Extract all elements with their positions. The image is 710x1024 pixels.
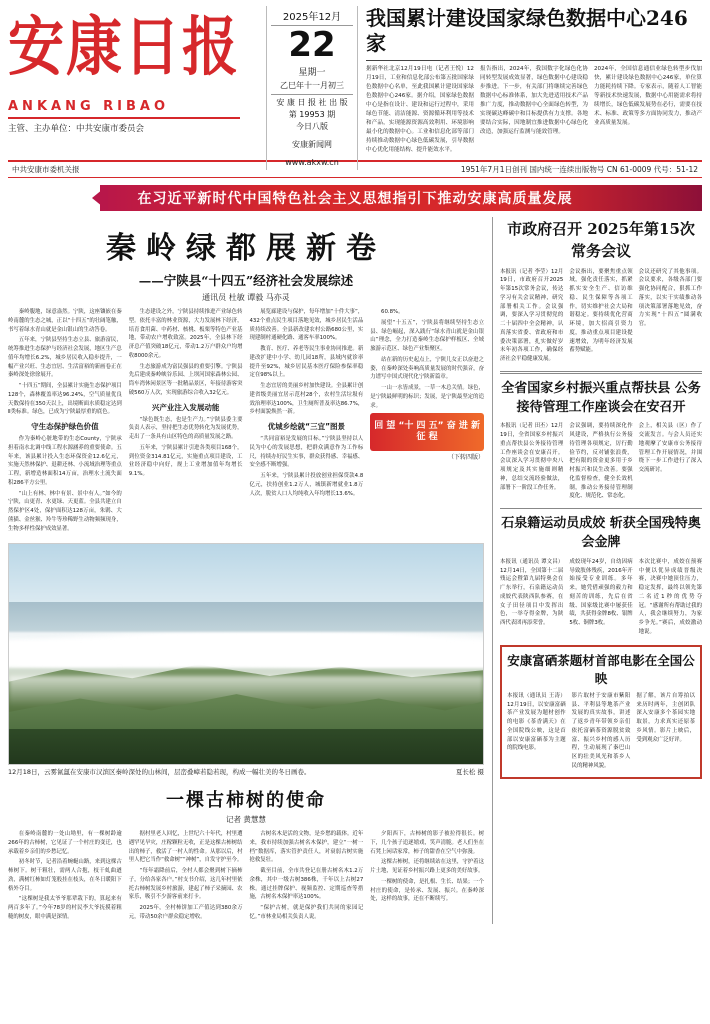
paragraph: 生态旅游成为富民强县的重要引擎。宁陕县先后建成秦岭峡谷乐园、上坝河国家森林公园、筒车湾休闲景区等一批精品景区，年接待游客突破560万人次，实现旅游综合收入32亿元。 (128, 363, 243, 396)
website-name: 安康新闻网 (292, 139, 332, 149)
date-day: 22 (288, 25, 336, 65)
story2-col-3 (250, 830, 364, 924)
story2-col-1 (8, 830, 122, 924)
paragraph: 在秦岭南麓的一处山坳里，有一棵树龄逾266年的古柿树，它见证了一个村庄的变迁，也承载着乡亲们的乡愁记忆。 (8, 831, 122, 855)
paragraph: “共同富裕是发展的目标。”宁陕县坚持以人民为中心的发展思想，把群众满意作为工作标尺，持续办好民生实事，群众获得感、幸福感、安全感不断增强。 (249, 436, 364, 469)
date-lunar: 乙巳年十一月初三 (280, 80, 344, 90)
banner-text: 在习近平新时代中国特色社会主义思想指引下推动安康高质量发展 (137, 191, 573, 207)
photo-foreground (9, 729, 483, 764)
theme-banner (8, 185, 702, 211)
right-story-3-columns (500, 558, 702, 637)
paragraph: 一山一水皆成景，一草一木总关情。绿色，是宁陕最鲜明的标识；发展，是宁陕最坚定的追求。 (370, 385, 484, 409)
paragraph: 五年来，宁陕县累计引进各类项目168个，到位资金314.81亿元，实施重点项目建设，工业经济稳中向好，规上工业增加值年均增长9.1%。 (128, 444, 243, 478)
top-headline: 我国累计建设国家绿色数据中心246家 (366, 6, 702, 61)
top-news (358, 6, 702, 155)
right-column (492, 217, 702, 924)
paragraph: 据村里老人回忆，上世纪六十年代，村里遭遇罕见旱灾，庄稼颗粒无收，正是这棵古柿树结出的柿子，救活了一村人的性命。从那以后，村里人把它当作“救命树”“神树”，自发守护至今。 (128, 831, 243, 864)
lead-col-2 (129, 308, 243, 535)
series-stamp: 回 望 “十 四 五” 奋 进 新 征 程 (370, 413, 484, 451)
section-subtitle: 守生态保护绿色价值 (31, 422, 99, 431)
imprint-left: 中共安康市委机关报 (12, 165, 80, 174)
divider (500, 508, 702, 509)
right-story-2-headline: 全省国家乡村振兴重点帮扶县 公务接待管理工作座谈会在安召开 (501, 380, 701, 415)
paragraph: 生态建设之外，宁陕县持续推进产业绿色转型。依托丰富的林业资源，大力发展林下经济，培育食用菌、中药材、核桃、板栗等特色产业基地，带动农户增收致富。2025年，全县林下经济总产值突破18亿元，带动1.2万户群众户均增收8000余元。 (128, 309, 243, 359)
masthead (8, 6, 702, 168)
right-story-2-col-1: 本报讯（记者 田丕）12月19日，全省国家乡村振兴重点帮扶县公务接待管理工作座谈会在安康召开。会议深入学习贯彻中央八项规定及其实施细则精神，总结交流经验做法，部署下一阶段工作任务。 (500, 423, 564, 491)
top-news-col-3: 2024年，全国信息通信业绿色转型步伐加快，累计建设绿色数据中心246家，单位算力能耗持续下降。专家表示，随着人工智能等新技术快速发展，数据中心用能需求将持续增长，绿色低碳发展势在必行，需要在技术、标准、政策等多方面协同发力，推动产业高质量发展。 (594, 66, 702, 127)
date-weekday: 星期一 (298, 67, 326, 78)
lead-col-4 (370, 308, 484, 535)
right-story-2-col-2: 会议强调，要持续深化作风建设，严格执行公务接待管理各项规定，厉行勤俭节约，反对铺张浪费，把有限的资金更多用于乡村振兴和民生改善。要强化监督检查，健全长效机制，推动公务接待管理制度化、规范化、常态化。 (569, 423, 633, 500)
lead-headline: 秦岭绿都展新卷 (106, 231, 386, 266)
paragraph: 截至目前，全市共登记在册古树名木1.2万余株，其中一级古树386株，千年以上古树27株。通过挂牌保护、视频监控、定期巡查等措施，古树名木保护率达100%。 (249, 868, 364, 901)
logo-divider (8, 117, 240, 119)
paragraph: 2025年，全村柿饼加工产值达到380余万元，带动50余户群众稳定增收。 (128, 905, 243, 920)
right-story-2-col-3: 会上，相关县（区）作了交流发言。与会人员还实地观摩了安康市公务接待管理工作开展情况，并围绕下一步工作进行了深入交流研讨。 (638, 423, 702, 474)
right-story-1-col-2: 会议指出，要聚焦重点领域，强化责任落实，抓紧抓实安全生产、信访维稳、民生保障等各项工作，切实维护社会大局和谐稳定。要持续优化营商环境，加大招商引资力度，推动重点项目建设提速增效，为明年经济发展蓄势赋能。 (569, 268, 633, 354)
publisher: 安 康 日 报 社 出 版 (271, 94, 353, 109)
story2-byline: 记者 黄慧慧 (226, 815, 266, 825)
boxed-story (500, 645, 702, 779)
top-news-col-1: 据新华社北京12月19日电（记者王悦）12月19日，工业和信息化部公布第五批国家绿色数据中心名单，至此我国累计建设国家绿色数据中心246家。据介绍，国家绿色数据中心是指在设计、建设和运行过程中，采用绿色节能、清洁能源、资源循环利用等技术和产品，实现能源资源高效利用、环境影响最小化的数据中心。工业和信息化部等部门持续推动数据中心绿色低碳发展，引导数据中心优化用能结构、提升能效水平。 (366, 66, 474, 154)
story2-headline: 一棵古柿树的使命 (166, 790, 326, 812)
boxed-story-col-2: 影片取材于安康市紫阳县、平利县等地茶产业发展的真实故事，讲述了返乡青年带领乡亲们依托富硒茶资源脱贫致富、振兴乡村的感人历程，生动展现了秦巴山区的壮美风光和茶乡人民的精神风貌。 (571, 692, 631, 769)
paper-title-pinyin: ANKANG RIBAO (8, 98, 170, 114)
story2-columns (8, 830, 484, 924)
left-column (8, 217, 484, 924)
lead-col-3 (250, 308, 364, 535)
paragraph: 五年来，宁陕县累计投放创业担保贷款4.8亿元，扶持创业1.2万人，城镇新增就业1.8万人次，脱贫人口人均纯收入年均增长13.6%。 (249, 473, 364, 497)
paragraph: “保护古树，就是保护我们共同的家园记忆。”市林业局相关负责人说。 (249, 905, 364, 920)
story2-col-4 (370, 830, 484, 924)
right-story-3-col-2: 成姣现年24岁，自幼因病导致肢体残疾，2016年开始接受专业训练。多年来，她凭借顽强的毅力和刻苦的训练，先后在省级、国家级比赛中屡获佳绩，共获得金牌8枚、银牌5枚、铜牌3枚。 (569, 558, 633, 627)
right-story-1-col-3: 会议还研究了其他事项。会议要求，各级各部门要强化协同配合，狠抓工作落实，以实干实绩推动各项决策部署落地见效，奋力实现“十四五”圆满收官。 (638, 268, 702, 327)
mountain-photo (8, 543, 484, 765)
paragraph: 展望“十五五”，宁陕县将继续坚持生态立县、绿色崛起，深入践行“绿水青山就是金山银山”理念，全力打造秦岭生态保护样板区、全域旅游示范区、绿色产业集聚区。 (370, 319, 484, 352)
lead-subheadline: ——宁陕县“十四五”经济社会发展综述 (138, 273, 354, 288)
paragraph: 展览廊建设与保护，每年增加“十件大事”，432个重点民生项目落地见效，城乡居民生活品质持续改善。全县新改建农村公路680公里，实现建制村通硬化路、通客车率100%。 (249, 309, 364, 342)
section-subtitle: 优城乡绘就“三宜”图景 (267, 422, 346, 431)
right-story-1-headline: 市政府召开 2025年第15次常务会议 (507, 220, 695, 260)
photo-caption (8, 768, 484, 778)
paragraph: 作为秦岭心脏地带的生态County，宁陕承担着南水北调中线工程水源涵养的重要使命。五年来，该县累计投入生态环保资金12.6亿元，实施天然林保护、退耕还林、小流域治理等重点工程，新增造林面积14万亩，治理水土流失面积286平方公里。 (8, 436, 122, 486)
lead-byline: 通讯员 杜敏 谭毅 马亦灵 (202, 293, 290, 302)
boxed-story-col-3: 据了解，该片自筹拍以来历时两年，主创团队深入安康多个茶园实地取景，力求真实还原茶乡风情。影片上映后，受到观众广泛好评。 (636, 692, 696, 743)
masthead-logo (8, 6, 266, 136)
continuation-note: （下转四版） (447, 454, 484, 462)
paragraph: 这棵古柿树，还将继续站在这里，守护着这片土地，见证着乡村振兴路上更多的美好故事。 (370, 859, 484, 875)
paragraph: 一棵树的使命，是扎根、生长、结果；一个村庄的使命，是传承、发展、振兴。在秦岭深处，这样的故事，还在不断续写。 (370, 878, 484, 903)
paragraph: 60.8%。 (381, 309, 404, 315)
boxed-story-headline: 安康富硒茶题材首部电影在全国公映 (507, 652, 695, 686)
paragraph: “每年霜降前后，全村人都会聚到树下摘柿子，分给各家各户。”村支书介绍，这几年村里依托古柿树发展乡村旅游，建起了柿子采摘园、农家乐，吸引不少游客前来打卡。 (128, 868, 243, 901)
boxed-story-columns (507, 692, 695, 771)
top-news-col-2: 报告指出，2024年，我国数字化绿色化协同转型发展成效显著，绿色数据中心建设稳步推进。下一步，有关部门将继续完善绿色数据中心标准体系，加大先进适用技术产品推广力度，推动数据中心全面绿色转型，为实现碳达峰碳中和目标提供有力支撑。各地要结合实际，因地制宜推进数据中心绿色化改造，加强运行监测与能效管理。 (480, 66, 588, 136)
paragraph: 站在新的历史起点上，宁陕儿女正以奋进之姿，在秦岭深处奏响高质量发展的时代强音，奋力谱写中国式现代化宁陕新篇章。 (370, 356, 484, 381)
paragraph: 教育、医疗、养老等民生事业协同推进。新建改扩建中小学、幼儿园18所，县域内就诊率提升至92%，城乡居民基本医疗保险参保率稳定在98%以上。 (249, 346, 364, 379)
page-count: 今日八版 (296, 121, 328, 131)
date-block (266, 6, 358, 170)
paragraph: “绿色既生态，也是生产力。”宁陕县委主要负责人表示，坚持把生态优势转化为发展优势，走出了一条具有山区特色的高质量发展之路。 (128, 416, 243, 441)
story2-col-2 (129, 830, 243, 924)
right-story-3-col-3: 本次比赛中，成姣在预赛中便以优异成绩晋级决赛，决赛中她顶住压力，稳定发挥，最终以领先第二名近1秒的优势夺冠。“感谢所有帮助过我的人，我会继续努力，为家乡争光。”赛后，成姣激动地说。 (638, 558, 702, 635)
paragraph: 五年来，宁陕县坚持生态立县、旅游富民，统筹推进生态保护与经济社会发展，地区生产总值年均增长6.2%，城乡居民收入稳步提升，一幅产业兴旺、生态宜居、生活富裕的新画卷正在秦岭深处徐徐展开。 (8, 337, 122, 379)
paragraph: “这棵树是我太爷爷那辈栽下的，算起来有两百多年了。”今年78岁的村民李大爷抚摸着粗糙的树皮，眼中满是深情。 (8, 896, 122, 920)
section-subtitle: 兴产业注入发展动能 (151, 402, 220, 412)
lead-col-1 (8, 308, 122, 535)
paragraph: 秦岭腹地，绿意盎然。宁陕，这座镶嵌在秦岭南麓的生态之城，正以“十四五”的壮阔笔触，书写着绿水青山就是金山银山的生动答卷。 (8, 309, 122, 333)
right-story-1-col-1: 本报讯（记者 李莹）12月19日，市政府召开2025年第15次常务会议，传达学习有关会议精神，研究部署相关工作。会议强调，要深入学习贯彻党的二十届四中全会精神，认真落实省委、省政府和市委决策部署，扎实做好岁末年初各项工作，确保经济社会平稳健康发展。 (500, 268, 564, 362)
date-year-month: 2025年12月 (271, 8, 353, 26)
paragraph: “十四五”期间，全县累计实施生态保护项目128个，森林覆盖率达96.24%，空气质量优良天数保持在350天以上，出境断面水质稳定达到Ⅱ类标准。绿色，已成为宁陕最厚重的底色。 (8, 383, 122, 416)
paragraph: 生态宜居的美丽乡村加快建设。全县累计创建省级美丽宜居示范村28个，农村生活垃圾有效治理率达100%，卫生厕所普及率达86.7%，乡村面貌焕然一新。 (249, 383, 364, 416)
photo-caption-text: 12月18日，云雾氤氲在安康市汉滨区秦岭深处的山林间，层峦叠嶂若隐若现，构成一幅壮美的冬日画卷。 (8, 768, 311, 777)
paragraph: 古树名木是活的文物，是乡愁的载体。近年来，我市持续加强古树名木保护，建立“一树一档”数据库，落实管护责任人，对衰弱古树实施抢救复壮。 (249, 831, 364, 864)
paper-title: 安康日报 (8, 9, 240, 86)
paper-sponsor: 主管、主办单位：中共安康市委员会 (8, 123, 145, 134)
photo-credit: 夏长松 摄 (455, 768, 484, 777)
right-story-1-columns (500, 268, 702, 364)
boxed-story-col-1: 本报讯（通讯员 王涛）12月19日，以安康富硒茶产业发展为题材创作的电影《茶香满天》在全国院线公映，这是首部以安康富硒茶为主题的院线电影。 (507, 692, 566, 752)
divider (500, 371, 702, 374)
right-story-2-columns (500, 422, 702, 501)
right-story-3-headline: 石泉籍运动员成姣 斩获全国残特奥会金牌 (501, 516, 701, 551)
website-url[interactable]: www.akxw.cn (285, 158, 339, 168)
page-body (8, 217, 702, 924)
photo-block (8, 543, 484, 778)
issue-number: 第 19953 期 (288, 109, 336, 119)
paragraph: “山上有林、林中有景、景中有人。”如今的宁陕，山更青、水更绿、天更蓝。全县共建立自然保护区4处，保护面积达128万亩，朱鹮、大熊猫、金丝猴、羚牛等珍稀野生动物频频现身，生物多样性保护成效显著。 (8, 490, 122, 532)
top-news-columns (366, 65, 702, 155)
right-story-3-col-1: 本报讯（通讯员 谭文昌）12月14日，全国第十二届残运会暨第九届特奥会在广东举行，石泉籍运动员成姣代表陕西队参赛，在女子田径项目中发挥出色，一举夺得金牌，为陕西代表团再添荣誉。 (500, 558, 564, 627)
imprint-right: 1951年7月1日创刊 国内统一连续出版物号 CN 61-0009 代号：51-12 (460, 165, 698, 174)
paragraph: 夕阳西下，古柿树的影子被拉得很长。树下，几个孩子追逐嬉戏，笑声清脆。老人们坐在石凳上闲话家常，柿子的甜香在空气中弥漫。 (370, 831, 484, 855)
lead-story-columns (8, 308, 484, 535)
paragraph: 初冬时节，记者沿着蜿蜒山路，来到这棵古柿树下。树干粗壮，需两人合抱，枝干虬曲遒劲，满树红柿如灯笼般挂在枝头，在冬日暖阳下格外夺目。 (8, 859, 122, 892)
photo-cloud-sea (8, 632, 484, 667)
